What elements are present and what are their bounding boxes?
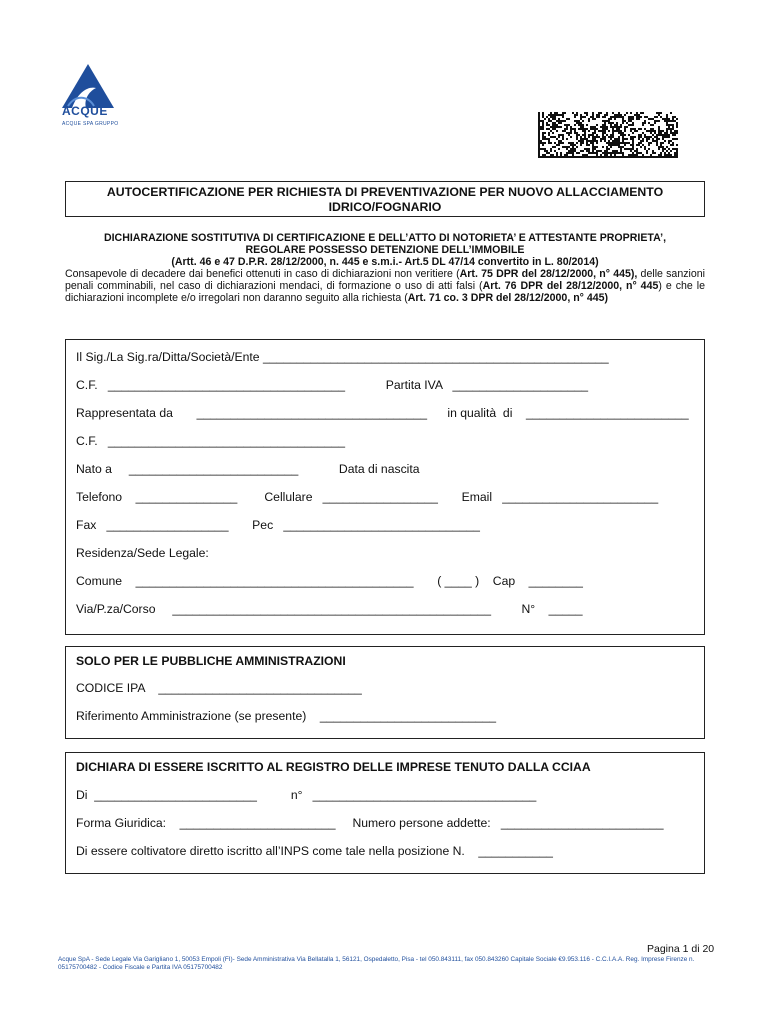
document-title-line2: IDRICO/FOGNARIO (328, 200, 442, 214)
represented-by-field[interactable]: Rappresentata da __________________________________ in qualità di ________________________ (76, 406, 689, 420)
declaration-body (65, 268, 705, 304)
cciaa-registry-field[interactable]: Di ________________________ n° _________________________________ (76, 788, 537, 802)
acque-logo-icon (58, 62, 122, 130)
document-title-box (65, 181, 705, 217)
page-number: Pagina 1 di 20 (647, 943, 715, 955)
declaration-heading (65, 232, 705, 268)
phone-mobile-email-field[interactable]: Telefono _______________ Cellulare _________________ Email _______________________ (76, 490, 659, 504)
declaration-text-2: delle sanzioni penali comminabili, nel caso di dichiarazioni mendaci, di formazione o uso di atti falsi ( (65, 268, 706, 292)
residence-label: Residenza/Sede Legale: (76, 546, 209, 560)
logo-tagline: ACQUE SPA GRUPPO (62, 121, 119, 127)
street-number-field[interactable]: Via/P.za/Corso _______________________________________________ N° _____ (76, 602, 583, 616)
ipa-code-field[interactable]: CODICE IPA ______________________________ (76, 681, 362, 695)
declaration-text-1: Consapevole di decadere dai benefici ottenuti in caso di dichiarazioni non veritiere ( (65, 268, 460, 280)
fax-pec-field[interactable]: Fax __________________ Pec _____________________________ (76, 518, 480, 532)
cciaa-section-title: DICHIARA DI ESSERE ISCRITTO AL REGISTRO DELLE IMPRESE TENUTO DALLA CCIAA (76, 760, 591, 774)
declaration-heading-line1: DICHIARAZIONE SOSTITUTIVA DI CERTIFICAZIONE E DELL’ATTO DI NOTORIETA’ E ATTESTANTE PROPRIETA’, (103, 232, 667, 244)
declaration-heading-line3: (Artt. 46 e 47 D.P.R. 28/12/2000, n. 445 e s.m.i.- Art.5 DL 47/14 convertito in L. 80/2014) (171, 256, 599, 268)
logo-wordmark: ACQUE (62, 104, 108, 118)
declaration-ref-1: Art. 75 DPR del 28/12/2000, n° 445), (459, 268, 638, 280)
representative-tax-code-field[interactable]: C.F. ___________________________________ (76, 434, 346, 448)
tax-code-vat-field[interactable]: C.F. ___________________________________ Partita IVA ____________________ (76, 378, 589, 392)
declaration-ref-3: Art. 71 co. 3 DPR del 28/12/2000, n° 445) (407, 292, 609, 304)
company-footer: Acque SpA - Sede Legale Via Garigliano 1, 50053 Empoli (FI)- Sede Amministrativa Via Bellatalla 1, 56121, Ospedaletto, Pisa - tel 050.843111, fax 050.843260 Capitale Sociale €9.953.116 - C.C.I.A.A. Reg. Imprese Firenze n. 05175700482 - Codice Fiscale e Partita IVA 05175700482 (58, 956, 695, 972)
declaration-heading-line2: REGOLARE POSSESSO DETENZIONE DELL’IMMOBILE (245, 244, 525, 256)
birth-place-date-field[interactable]: Nato a _________________________ Data di nascita (76, 462, 420, 476)
declaration-ref-2: Art. 76 DPR del 28/12/2000, n° 445 (482, 280, 659, 292)
applicant-name-field[interactable]: Il Sig./La Sig.ra/Ditta/Società/Ente ___________________________________________________ (76, 350, 609, 364)
municipality-cap-field[interactable]: Comune _________________________________________ ( ____ ) Cap ________ (76, 574, 583, 588)
qr-code-icon (538, 112, 678, 158)
document-title-line1: AUTOCERTIFICAZIONE PER RICHIESTA DI PREVENTIVAZIONE PER NUOVO ALLACCIAMENTO (106, 185, 664, 199)
inps-position-field[interactable]: Di essere coltivatore diretto iscritto all’INPS come tale nella posizione N. ___________ (76, 844, 553, 858)
declaration-text-3: ) e che le dichiarazioni incomplete e/o irregolari non daranno seguito alla richiesta ( (65, 280, 705, 304)
pa-section-title: SOLO PER LE PUBBLICHE AMMINISTRAZIONI (76, 654, 346, 668)
legal-form-employees-field[interactable]: Forma Giuridica: _______________________ Numero persone addette: ________________________ (76, 816, 664, 830)
administration-reference-field[interactable]: Riferimento Amministrazione (se presente) __________________________ (76, 709, 497, 723)
